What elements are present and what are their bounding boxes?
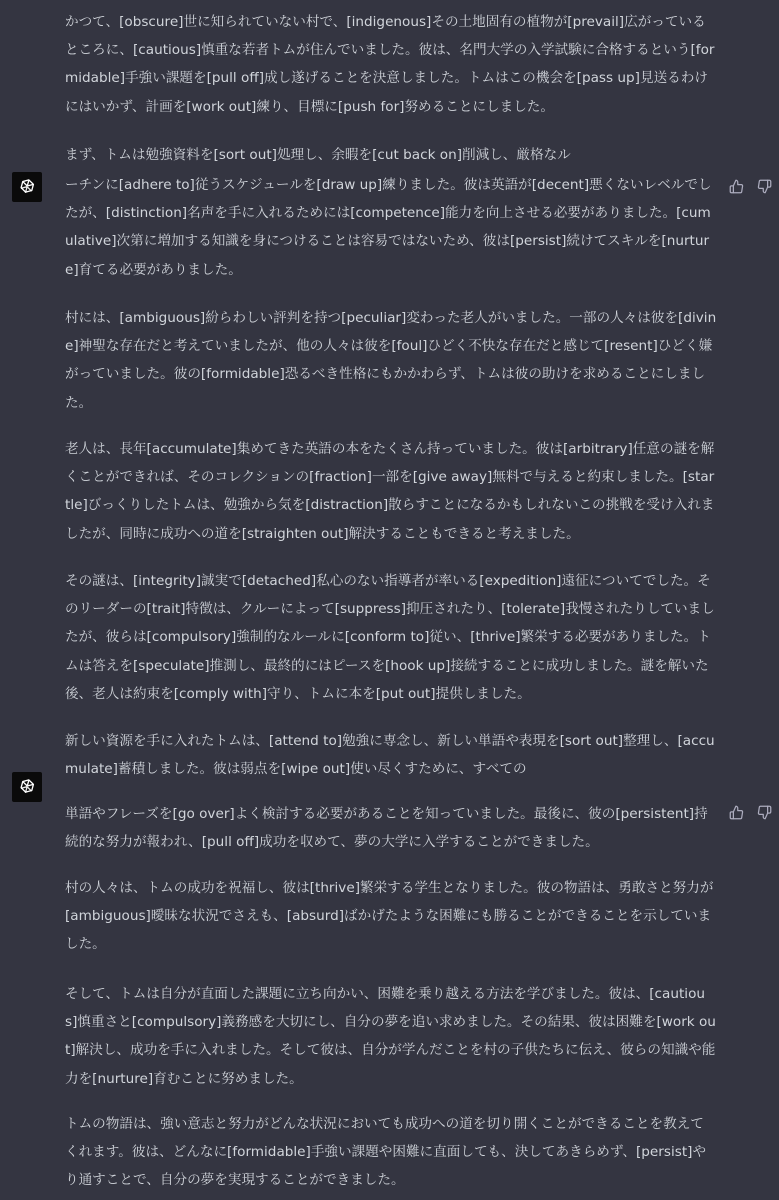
thumbs-up-icon[interactable] — [728, 178, 744, 194]
message-paragraph: 老人は、長年[accumulate]集めてきた英語の本をたくさん持っていました。彼は[arbitrary]任意の謎を解くことができれば、そのコレクションの[fraction]一部を[give away]無料で与えると約束しました。[startle]びっくりしたトムは、勉強から気を[distraction]散らすことになるかもしれないこの挑戦を受け入れましたが、同時に成功への道を[straighten out]解決することもできると考えました。 — [65, 441, 715, 542]
message-paragraph: 村には、[ambiguous]紛らわしい評判を持つ[peculiar]変わった老人がいました。一部の人々は彼を[divine]神聖な存在だと考えていましたが、他の人々は彼を[foul]ひどく不快な存在だと感じて[resent]ひどく嫌がっていました。彼の[formidable]恐るべき性格にもかかわらず、トムは彼の助けを求めることにしました。 — [65, 310, 717, 411]
message-paragraph: 新しい資源を手に入れたトムは、[attend to]勉強に専念し、新しい単語や表現を[sort out]整理し、[accumulate]蓄積しました。彼は弱点を[wipe out]使い尽くすために、すべての — [65, 733, 715, 778]
openai-logo-icon — [12, 172, 42, 202]
message-paragraph: ーチンに[adhere to]従うスケジュールを[draw up]練りました。彼は英語が[decent]悪くないレベルでしたが、[distinction]名声を手に入れるためには[competence]能力を向上させる必要がありました。[cumulative]次第に増加する知識を身につけることは容易ではないため、彼は[persist]続けてスキルを[nurture]育てる必要がありました。 — [65, 177, 712, 278]
feedback-buttons — [728, 178, 772, 194]
message-paragraph: 村の人々は、トムの成功を祝福し、彼は[thrive]繁栄する学生となりました。彼の物語は、勇敢さと努力が[ambiguous]曖昧な状況でさえも、[absurd]ばかげたような困難にも勝ることができることを示していました。 — [65, 880, 714, 953]
message-paragraph: 単語やフレーズを[go over]よく検討する必要があることを知っていました。最後に、彼の[persistent]持続的な努力が報われ、[pull off]成功を収めて、夢の大学に入学することができました。 — [65, 806, 708, 851]
message-paragraph: かつて、[obscure]世に知られていない村で、[indigenous]その土地固有の植物が[prevail]広がっているところに、[cautious]慎重な若者トムが住んでいました。彼は、名門大学の入学試験に合格するという[formidable]手強い課題を[pull off]成し遂げることを決意しました。トムはこの機会を[pass up]見送るわけにはいかず、計画を[work out]練り、目標に[push for]努めることにしました。 — [65, 14, 715, 115]
openai-logo-icon — [12, 772, 42, 802]
message-paragraph: トムの物語は、強い意志と努力がどんな状況においても成功への道を切り開くことができることを教えてくれます。彼は、どんなに[formidable]手強い課題や困難に直面しても、決してあきらめず、[persist]やり通すことで、自分の夢を実現することができました。 — [65, 1116, 707, 1189]
thumbs-up-icon[interactable] — [728, 804, 744, 820]
thumbs-down-icon[interactable] — [756, 804, 772, 820]
feedback-buttons — [728, 804, 772, 820]
message-paragraph: そして、トムは自分が直面した課題に立ち向かい、困難を乗り越える方法を学びました。彼は、[cautious]慎重さと[compulsory]義務感を大切にし、自分の夢を追い求めました。その結果、彼は困難を[work out]解決し、成功を手に入れました。そして彼は、自分が学んだことを村の子供たちに伝え、彼らの知識や能力を[nurture]育むことに努めました。 — [65, 986, 716, 1087]
thumbs-down-icon[interactable] — [756, 178, 772, 194]
message-paragraph: その謎は、[integrity]誠実で[detached]私心のない指導者が率いる[expedition]遠征についてでした。そのリーダーの[trait]特徴は、クルーによって[suppress]抑圧されたり、[tolerate]我慢されたりしていましたが、彼らは[compulsory]強制的なルールに[conform to]従い、[thrive]繁栄する必要がありました。トムは答えを[speculate]推測し、最終的にはピースを[hook up]接続することに成功しました。謎を解いた後、老人は約束を[comply with]守り、トムに本を[put out]提供しました。 — [65, 573, 715, 702]
message-paragraph: まず、トムは勉強資料を[sort out]処理し、余暇を[cut back on]削減し、厳格なル — [65, 147, 571, 163]
